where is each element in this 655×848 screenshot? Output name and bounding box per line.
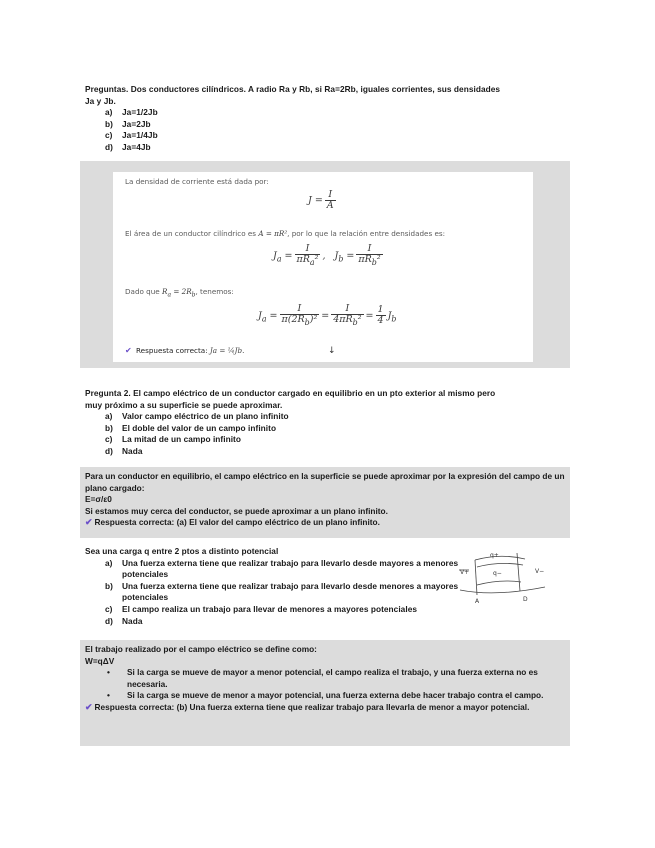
option-a: a) Una fuerza externa tiene que realizar trabajo para llevarlo desde mayores a menores potenciales — [105, 557, 459, 580]
option-c: c) Ja=1/4Jb — [105, 130, 158, 141]
solution-2-panel — [80, 467, 570, 538]
option-b: b) Ja=2Jb — [105, 118, 151, 129]
question-2-options — [85, 411, 505, 457]
check-icon: ✔ — [85, 517, 93, 528]
check-icon: ✔ — [85, 701, 93, 712]
arrow-down-icon: ↓ — [328, 346, 336, 356]
option-c: c) La mitad de un campo infinito — [105, 434, 241, 445]
question-2-text: Pregunta 2. El campo eléctrico de un conductor cargado en equilibrio en un pto exterior al mismo pero muy próximo a su superficie se puede aproximar. — [85, 388, 496, 410]
solution-1-line1: La densidad de corriente está dada por: — [125, 177, 269, 186]
label-qplus: q+ — [490, 552, 499, 559]
solution-1-line2: El área de un conductor cilíndrico es A = πR², por lo que la relación entre densidades es: — [125, 229, 446, 238]
bullet-2: • Si la carga se mueve de menor a mayor potencial, una fuerza externa debe hacer trabajo contra el campo. — [85, 690, 565, 702]
solution-3-panel — [80, 640, 570, 746]
solution-2-answer: ✔ Respuesta correcta: (a) El valor del campo eléctrico de un plano infinito. — [85, 517, 380, 528]
equation-j: J = $\frac{I}{A}$ — [308, 189, 334, 211]
option-d: d) Ja=4Jb — [105, 141, 151, 152]
option-c: c) El campo realiza un trabajo para llevar de menores a mayores potenciales — [105, 603, 418, 614]
question-2 — [85, 388, 505, 458]
equation-result: $J_a$ = $\frac{I}{\pi(2R_b)^2}$ = $\frac{I}{4\pi R_b^2}$ = $\frac{1}{4}$ $J_b$ — [258, 303, 397, 327]
check-icon: ✔ — [125, 346, 132, 355]
question-3 — [85, 546, 460, 627]
solution-1-answer: ✔ Respuesta correcta: Ja = ¼Jb. — [125, 346, 245, 355]
option-d: d) Nada — [105, 445, 143, 456]
solution-3-bullets — [85, 667, 565, 702]
solution-3-line1: El trabajo realizado por el campo eléctrico se define como: — [85, 644, 317, 654]
solution-1-card — [113, 172, 533, 362]
solution-3-answer: ✔ Respuesta correcta: (b) Una fuerza externa tiene que realizar trabajo para llevarla de menor a mayor potencial. — [85, 701, 530, 712]
label-d: D — [523, 596, 528, 603]
solution-2-line2: Si estamos muy cerca del conductor, se puede aproximar a un plano infinito. — [85, 505, 388, 516]
label-qminus: q− — [493, 570, 502, 577]
question-3-options — [85, 558, 460, 628]
lower-line — [477, 581, 521, 585]
label-vplus: V+ — [460, 569, 470, 576]
label-vminus: V− — [535, 568, 545, 575]
plate-left — [475, 560, 477, 595]
plate-right — [517, 553, 520, 591]
middle-line — [477, 563, 523, 567]
potential-diagram — [455, 545, 565, 607]
solution-2-formula: E=σ/ε0 — [85, 494, 112, 505]
solution-2-line1: Para un conductor en equilibrio, el campo eléctrico en la superficie se puede aproximar por la expresión del campo de un plano cargado: — [85, 471, 565, 493]
option-d: d) Nada — [105, 615, 143, 626]
question-1 — [85, 84, 505, 154]
equation-ratio: $J_a$ = $\frac{I}{\pi R_a^2}$ , $J_b$ = $\frac{I}{\pi R_b^2}$ — [273, 243, 381, 267]
solution-1-line3: Dado que $R_a = 2R_b$, tenemos: — [125, 287, 234, 299]
solution-3-formula: W=qΔV — [85, 655, 115, 666]
ground-line — [460, 587, 545, 593]
question-3-text: Sea una carga q entre 2 ptos a distinto potencial — [85, 546, 279, 556]
question-1-options — [85, 107, 505, 153]
question-1-text: Preguntas. Dos conductores cilíndricos. A radio Ra y Rb, si Ra=2Rb, iguales corrientes, sus densidades Ja y Jb. — [85, 84, 501, 106]
option-a: a) Valor campo eléctrico de un plano infinito — [105, 411, 289, 422]
option-a: a) Ja=1/2Jb — [105, 107, 158, 118]
option-b: b) El doble del valor de un campo infinito — [105, 422, 277, 433]
bullet-1: • Si la carga se mueve de mayor a menor potencial, el campo realiza el trabajo, y una fuerza externa no es necesaria. — [85, 667, 565, 690]
option-b: b) Una fuerza externa tiene que realizar trabajo para llevarlo desde menores a mayores potenciales — [105, 580, 459, 603]
label-a: A — [475, 598, 480, 605]
